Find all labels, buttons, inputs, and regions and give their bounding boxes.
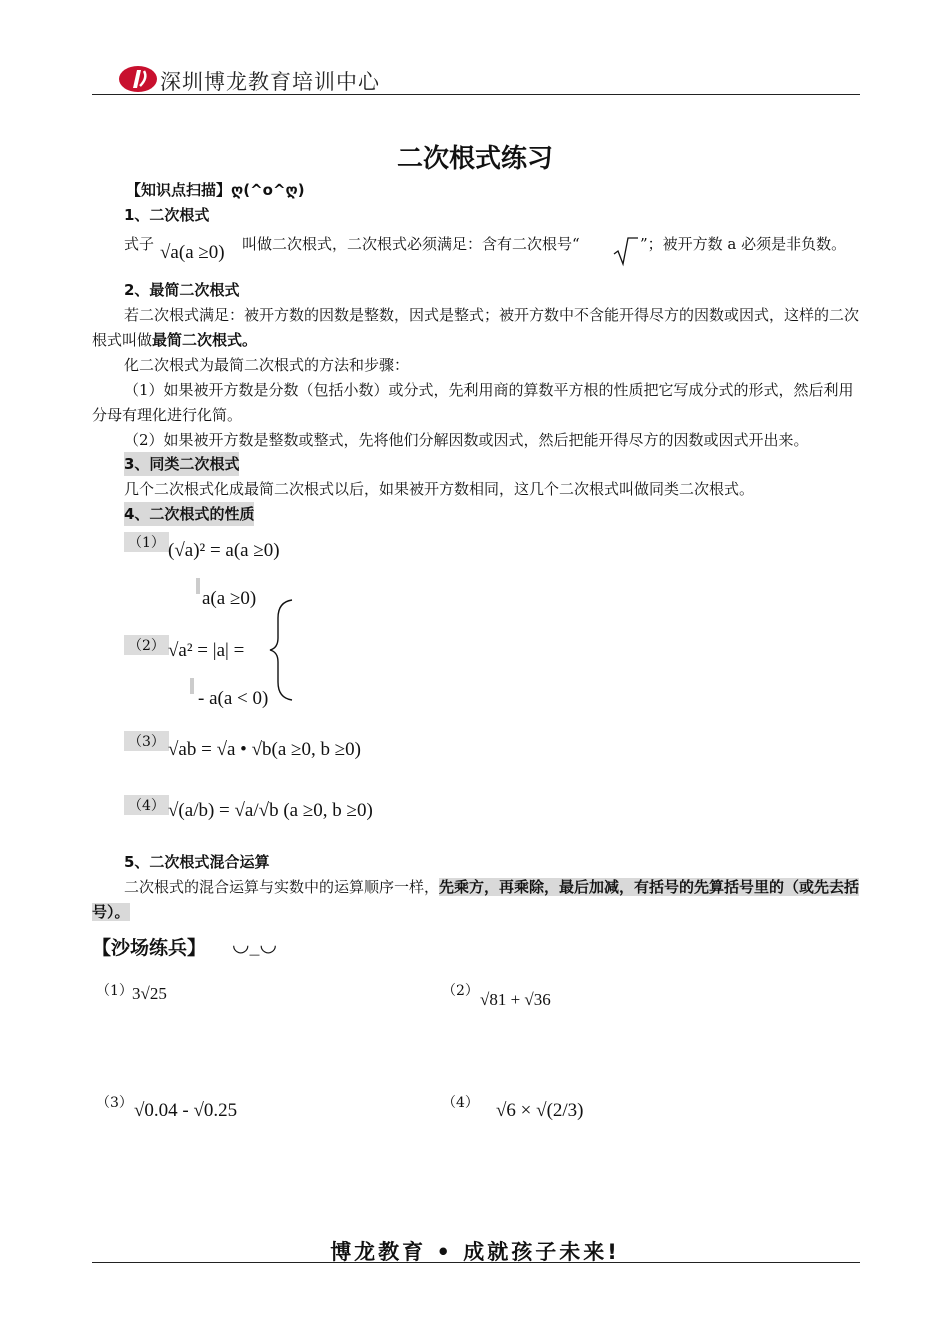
s1-text-mid: 叫做二次根式，二次根式必须满足：含有二次根号“ <box>242 235 580 253</box>
exercise-1-expr: 3√25 <box>132 984 167 1003</box>
s2-paragraph-1 <box>92 303 860 353</box>
page-title: 二次根式练习 <box>396 144 553 174</box>
s5-paragraph <box>92 875 860 925</box>
cursor-mark-2 <box>190 678 194 694</box>
property-2-case-top: a(a ≥0) <box>202 588 257 609</box>
section-1-heading: 1、二次根式 <box>124 206 210 224</box>
practice-emoticon: ◡_◡ <box>232 932 277 956</box>
brand-name: 深圳博龙教育培训中心 <box>160 70 380 94</box>
exercise-1-label: （1） <box>96 983 133 999</box>
s5-p1-text: 二次根式的混合运算与实数中的运算顺序一样， <box>124 878 440 896</box>
s1-formula: √a(a ≥0) <box>160 242 225 263</box>
s5-p1-bold: 先乘方，再乘除，最后加减，有括号的先算括号里的（或先去括号）。 <box>92 878 860 921</box>
practice-heading: 【沙场练兵】 <box>92 937 207 959</box>
property-2-label: （2） <box>124 635 169 655</box>
radical-sign-icon <box>612 234 638 266</box>
exercise-2-label: （2） <box>442 983 479 999</box>
section-4-heading: 4、二次根式的性质 <box>124 502 254 526</box>
property-2-case-bottom: - a(a < 0) <box>198 688 269 709</box>
s2-p1-bold: 最简二次根式。 <box>152 331 258 349</box>
knowledge-scan-heading: 【知识点扫描】ღ(^o^ღ) <box>126 181 305 199</box>
footer-slogan: 博龙教育 • 成就孩子未来! <box>330 1240 620 1264</box>
property-4-label: （4） <box>124 795 169 815</box>
s1-text-pre: 式子 <box>124 235 155 253</box>
boron-logo-icon <box>118 64 158 94</box>
s2-paragraph-2: 化二次根式为最简二次根式的方法和步骤： <box>124 356 410 374</box>
s3-paragraph: 几个二次根式化成最简二次根式以后，如果被开方数相同，这几个二次根式叫做同类二次根式。 <box>124 480 755 498</box>
exercise-2-expr: √81 + √36 <box>480 990 551 1009</box>
exercise-4-label: （4） <box>442 1095 479 1111</box>
property-4-formula: √(a/b) = √a/√b (a ≥0, b ≥0) <box>168 800 373 821</box>
s1-text-post: ”；被开方数 a 必须是非负数。 <box>640 235 847 253</box>
property-3-label: （3） <box>124 731 169 751</box>
property-3-formula: √ab = √a • √b(a ≥0, b ≥0) <box>168 739 361 760</box>
footer-rule <box>92 1262 860 1263</box>
exercise-4-expr: √6 × √(2/3) <box>496 1100 584 1121</box>
cursor-mark <box>196 578 200 594</box>
exercise-3-label: （3） <box>96 1095 133 1111</box>
s2-p1-text: 若二次根式满足：被开方数的因数是整数，因式是整式；被开方数中不含能开得尽方的因数或因式，这样的二次根式叫做 <box>92 306 860 349</box>
section-5-heading: 5、二次根式混合运算 <box>124 853 270 871</box>
s2-paragraph-3: （1）如果被开方数是分数（包括小数）或分式，先利用商的算数平方根的性质把它写成分式的形式，然后利用分母有理化进行化简。 <box>92 381 854 424</box>
property-1-formula: (√a)² = a(a ≥0) <box>168 540 280 561</box>
property-2-formula: √a² = |a| = <box>168 640 245 661</box>
brace-icon <box>268 598 296 702</box>
exercise-3-expr: √0.04 - √0.25 <box>134 1100 238 1121</box>
s2-paragraph-4: （2）如果被开方数是整数或整式，先将他们分解因数或因式，然后把能开得尽方的因数或因式开出来。 <box>124 431 809 449</box>
section-3-heading: 3、同类二次根式 <box>124 452 239 476</box>
section-2-heading: 2、最简二次根式 <box>124 281 240 299</box>
property-1-label: （1） <box>124 532 169 552</box>
